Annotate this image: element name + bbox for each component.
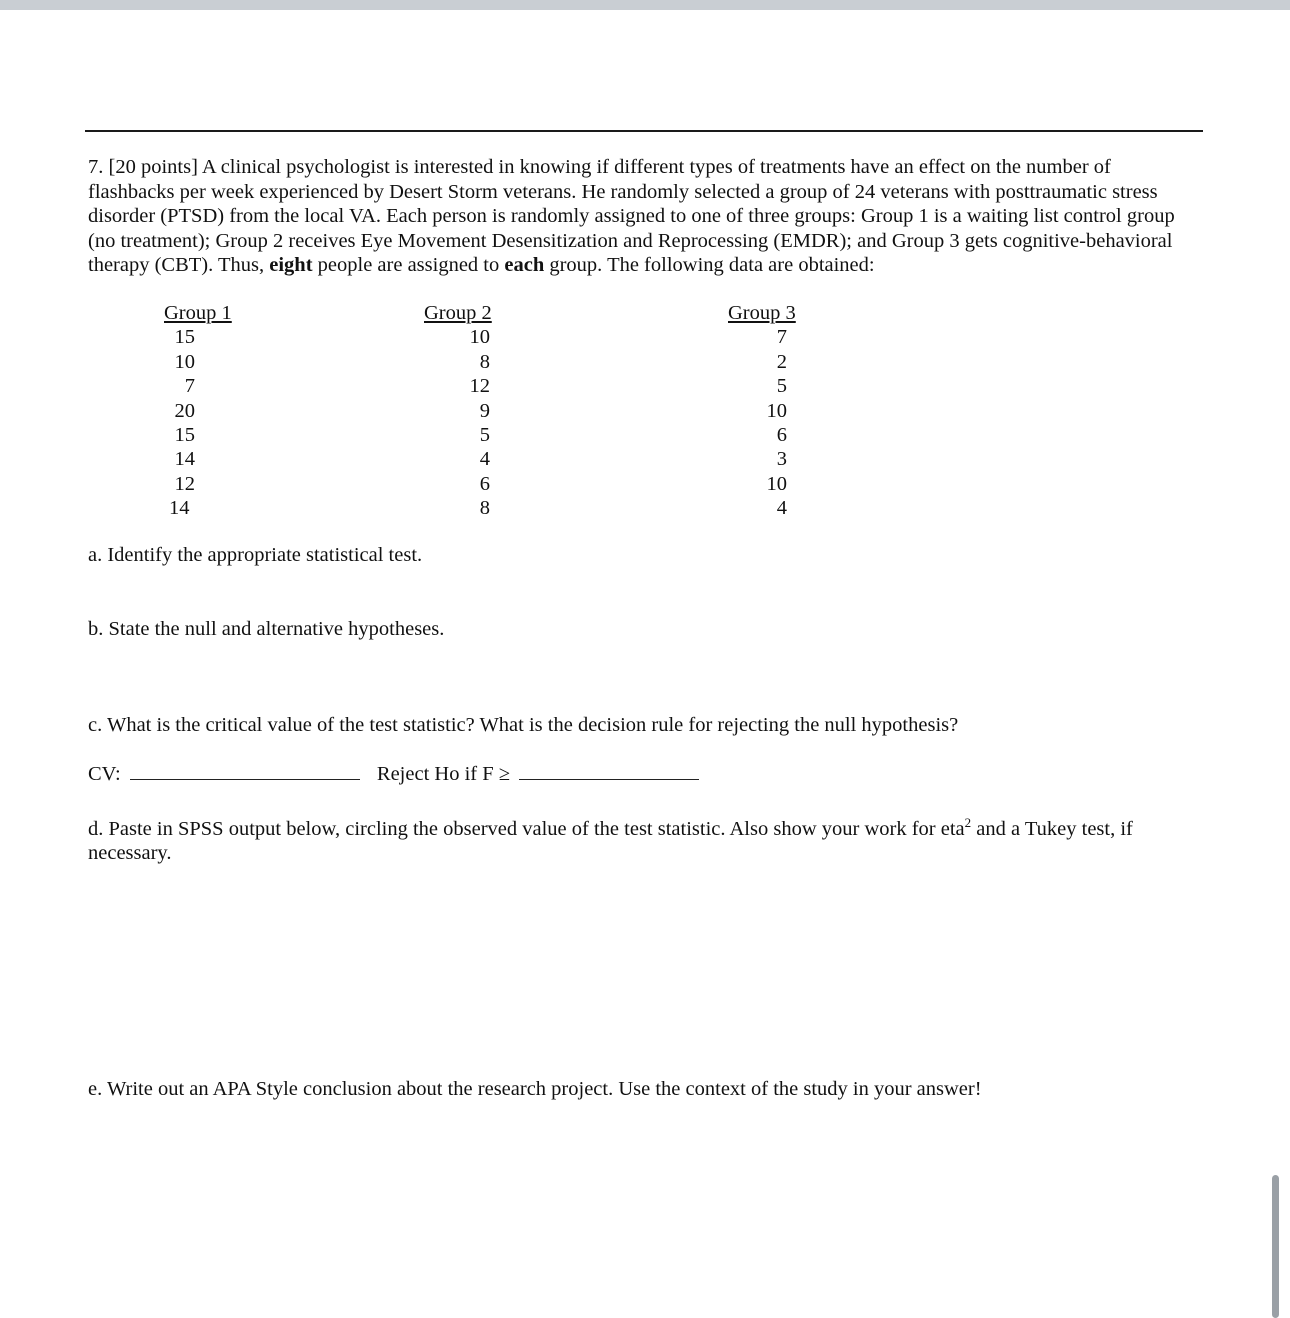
question-body-2: people are assigned to (317, 254, 500, 276)
question-body-1: A clinical psychologist is interested in knowing if different types of treatments have an effect on the number of flashbacks per week experienced by Desert Storm veterans. He randomly selected a group of 24 veterans with posttraumatic stress disorder (PTSD) from the local VA. Each person is randomly assigned to one of three groups: Group 1 is a waiting list control group (no treatment); Group 2 receives Eye Movement Desensitization and Reprocessing (EMDR); and Group 3 gets cognitive-behavioral therapy (CBT). Thus, (88, 156, 1175, 276)
part-c: c. What is the critical value of the test statistic? What is the decision rule for rejecting the null hypothesis? (88, 714, 959, 736)
group-3-value: 4 (776, 497, 787, 520)
group-3-value: 2 (776, 350, 787, 373)
part-d-text-2: and a Tukey test, if necessary. (88, 817, 1133, 865)
group-2-value: 8 (479, 497, 490, 520)
group-3-value: 5 (776, 375, 787, 398)
group-1-value: 20 (174, 399, 195, 422)
part-d-text: d. Paste in SPSS output below, circling the observed value of the test statistic. Also show your work for eta (88, 817, 965, 840)
vertical-scrollbar[interactable] (1272, 1175, 1279, 1318)
reject-blank[interactable] (519, 761, 699, 780)
group-3-value: 3 (776, 448, 787, 471)
part-b: b. State the null and alternative hypotheses. (88, 618, 445, 640)
question-points: [20 points] (108, 156, 198, 178)
group-2-value: 8 (479, 350, 490, 373)
group-1-header: Group 1 (164, 302, 232, 324)
group-2-value: 4 (479, 448, 490, 471)
group-2-value: 12 (469, 375, 490, 398)
group-1-value: 12 (174, 472, 195, 495)
group-2-value: 10 (469, 326, 490, 349)
question-number: 7. (88, 156, 104, 178)
cv-line (88, 761, 1200, 787)
group-3-value: 6 (776, 424, 787, 447)
group-3-header: Group 3 (728, 302, 796, 324)
part-d (88, 811, 1200, 866)
group-2-value: 6 (479, 472, 490, 495)
group-2-value: 5 (479, 424, 490, 447)
part-e: e. Write out an APA Style conclusion about the research project. Use the context of the study in your answer! (88, 1078, 982, 1100)
group-3-value: 10 (766, 399, 787, 422)
group-3-value: 10 (766, 472, 787, 495)
group-1-column (164, 301, 232, 521)
cv-label: CV: (88, 763, 121, 785)
group-2-column (424, 301, 492, 521)
group-2-header: Group 2 (424, 302, 492, 324)
question-bold-each: each (504, 254, 545, 276)
cv-blank[interactable] (130, 761, 360, 780)
window-top-bar (0, 0, 1290, 10)
group-1-value: 10 (174, 350, 195, 373)
group-2-value: 9 (479, 399, 490, 422)
group-3-value: 7 (776, 326, 787, 349)
group-1-value: 14 (169, 497, 190, 520)
group-1-value: 15 (174, 424, 195, 447)
group-3-column (728, 301, 796, 521)
question-bold-eight: eight (269, 254, 313, 276)
horizontal-rule (85, 130, 1203, 132)
part-a: a. Identify the appropriate statistical test. (88, 544, 423, 566)
question-text (88, 155, 1200, 278)
question-body-3: group. The following data are obtained: (549, 254, 875, 276)
group-1-value: 7 (184, 375, 195, 398)
reject-label: Reject Ho if F ≥ (376, 763, 510, 785)
group-1-value: 15 (174, 326, 195, 349)
part-d-superscript: 2 (964, 815, 972, 830)
group-1-value: 14 (174, 448, 195, 471)
